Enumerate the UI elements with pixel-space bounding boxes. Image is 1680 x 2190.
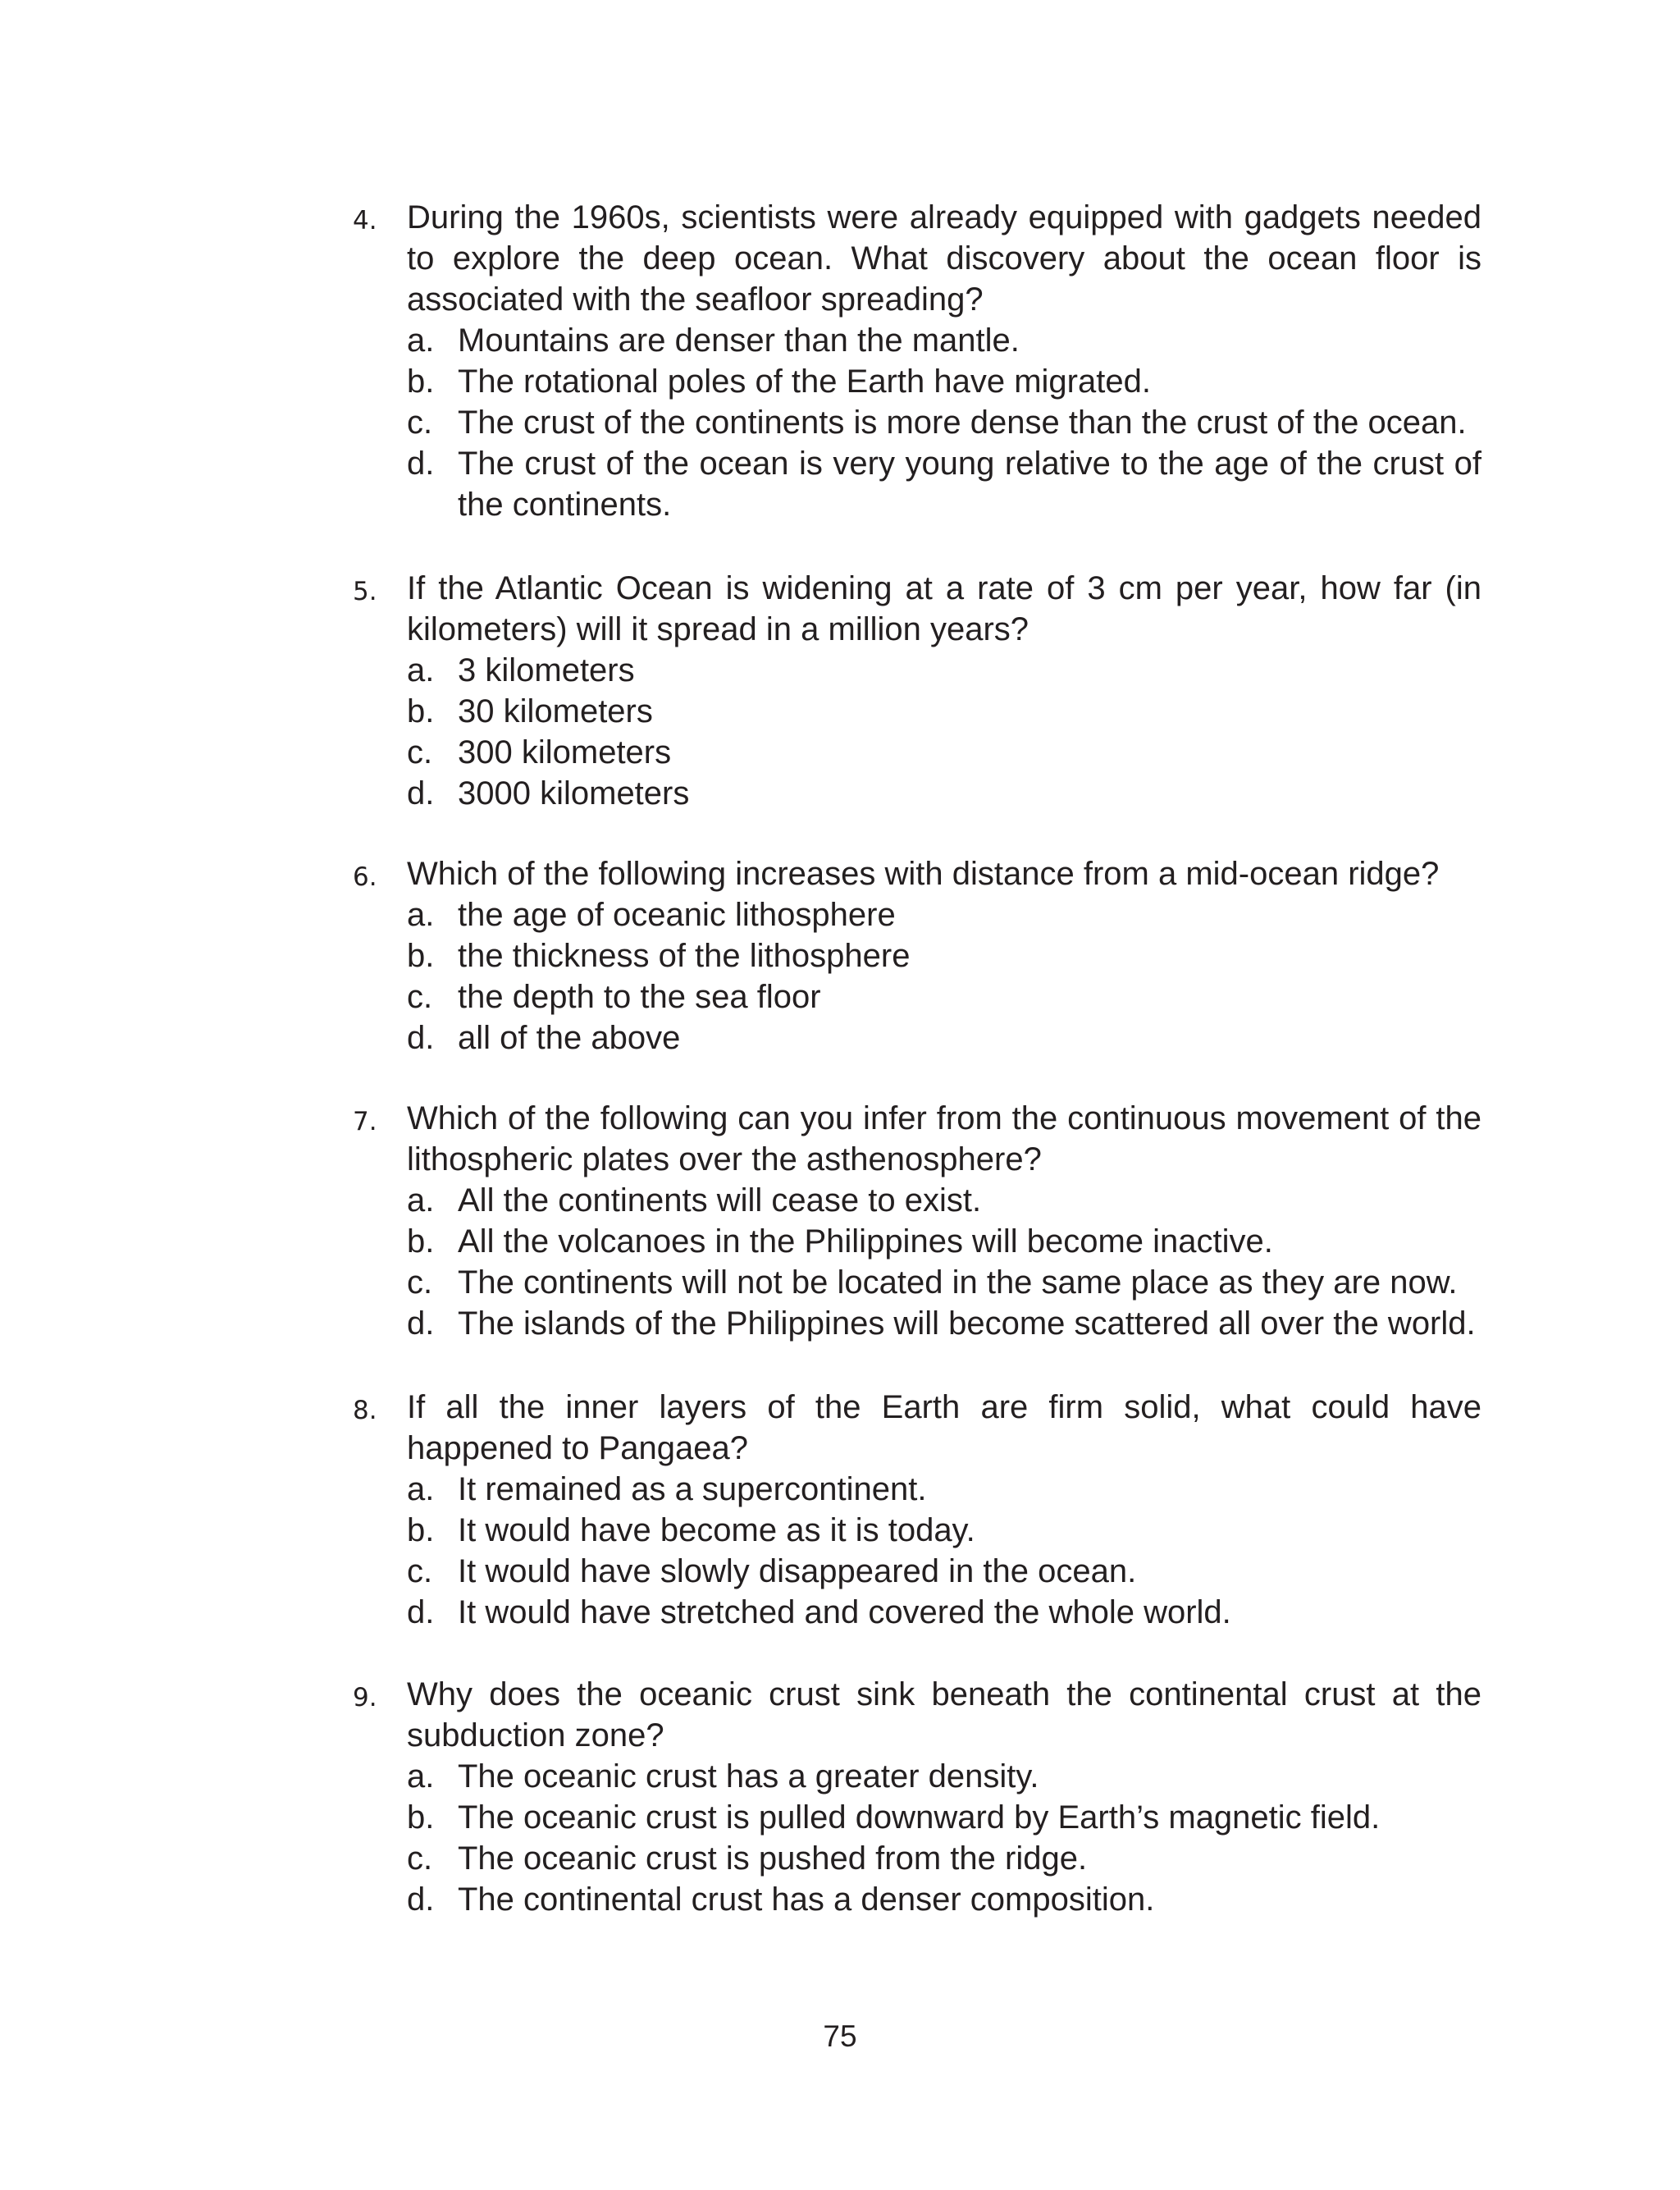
choice-text: The oceanic crust is pulled downward by Earth’s magnetic field. bbox=[458, 1799, 1381, 1836]
choice-letter: c. bbox=[407, 734, 433, 770]
question-text: During the 1960s, scientists were already equipped with gadgets needed to explore the deep ocean. What discovery about the ocean floor is associated with the seafloor spreading? bbox=[407, 199, 1481, 318]
choice-list bbox=[407, 1469, 1481, 1633]
page-number: 75 bbox=[823, 2019, 857, 2053]
choice-letter: d. bbox=[407, 1881, 435, 1918]
choice-item bbox=[407, 894, 1481, 935]
question-item bbox=[353, 1674, 1481, 1920]
choice-letter: a. bbox=[407, 897, 435, 933]
choice-text: The oceanic crust has a greater density. bbox=[458, 1758, 1039, 1795]
choice-letter: a. bbox=[407, 1758, 435, 1795]
question-text: If the Atlantic Ocean is widening at a rate of 3 cm per year, how far (in kilometers) will it spread in a million years? bbox=[407, 570, 1481, 647]
choice-letter: a. bbox=[407, 652, 435, 688]
choice-text: all of the above bbox=[458, 1020, 681, 1056]
choice-item bbox=[407, 443, 1481, 525]
choice-item bbox=[407, 402, 1481, 443]
choice-item bbox=[407, 1797, 1481, 1838]
choice-text: The crust of the continents is more dense than the crust of the ocean. bbox=[458, 405, 1467, 441]
choice-letter: c. bbox=[407, 979, 433, 1015]
choice-text: The islands of the Philippines will become scattered all over the world. bbox=[458, 1305, 1476, 1342]
question-item bbox=[353, 1387, 1481, 1633]
choice-text: the thickness of the lithosphere bbox=[458, 938, 911, 974]
choice-item bbox=[407, 1551, 1481, 1592]
choice-text: It would have slowly disappeared in the ocean. bbox=[458, 1553, 1137, 1589]
choice-letter: b. bbox=[407, 938, 435, 974]
question-item bbox=[353, 568, 1481, 814]
choice-letter: b. bbox=[407, 363, 435, 400]
question-text: Which of the following can you infer from the continuous movement of the lithospheric plates over the asthenosphere? bbox=[407, 1100, 1481, 1177]
choice-text: The crust of the ocean is very young relative to the age of the crust of the continents. bbox=[458, 446, 1481, 523]
question-text: Why does the oceanic crust sink beneath the continental crust at the subduction zone? bbox=[407, 1676, 1481, 1753]
question-text: Which of the following increases with distance from a mid-ocean ridge? bbox=[407, 856, 1440, 892]
question-number: 9. bbox=[353, 1683, 377, 1712]
choice-list bbox=[407, 1756, 1481, 1920]
choice-item bbox=[407, 976, 1481, 1017]
choice-item bbox=[407, 320, 1481, 361]
choice-list bbox=[407, 650, 1481, 814]
choice-item bbox=[407, 1221, 1481, 1262]
choice-item bbox=[407, 773, 1481, 814]
choice-item bbox=[407, 1303, 1481, 1344]
choice-letter: d. bbox=[407, 1594, 435, 1630]
choice-list bbox=[407, 894, 1481, 1058]
choice-item bbox=[407, 1838, 1481, 1879]
choice-text: the age of oceanic lithosphere bbox=[458, 897, 896, 933]
choice-text: The continental crust has a denser composition. bbox=[458, 1881, 1155, 1918]
choice-text: 30 kilometers bbox=[458, 693, 653, 729]
choice-letter: d. bbox=[407, 775, 435, 812]
choice-item bbox=[407, 935, 1481, 976]
choice-letter: c. bbox=[407, 1553, 433, 1589]
choice-letter: d. bbox=[407, 446, 435, 482]
choice-text: 3000 kilometers bbox=[458, 775, 690, 812]
choice-item bbox=[407, 1469, 1481, 1510]
choice-item bbox=[407, 1592, 1481, 1633]
choice-text: All the continents will cease to exist. bbox=[458, 1182, 982, 1218]
question-number: 8. bbox=[353, 1396, 377, 1425]
choice-letter: a. bbox=[407, 1471, 435, 1507]
choice-item bbox=[407, 1262, 1481, 1303]
choice-text: The oceanic crust is pushed from the ridge. bbox=[458, 1840, 1088, 1877]
choice-list bbox=[407, 1180, 1481, 1344]
choice-letter: c. bbox=[407, 1264, 433, 1301]
choice-text: All the volcanoes in the Philippines will become inactive. bbox=[458, 1223, 1273, 1260]
choice-letter: a. bbox=[407, 322, 435, 359]
choice-letter: a. bbox=[407, 1182, 435, 1218]
choice-letter: b. bbox=[407, 1799, 435, 1836]
question-list bbox=[353, 197, 1481, 1920]
choice-text: Mountains are denser than the mantle. bbox=[458, 322, 1020, 359]
question-item bbox=[353, 853, 1481, 1058]
question-item bbox=[353, 1098, 1481, 1344]
question-text: If all the inner layers of the Earth are firm solid, what could have happened to Pangaea? bbox=[407, 1389, 1481, 1466]
choice-item bbox=[407, 732, 1481, 773]
choice-letter: b. bbox=[407, 1223, 435, 1260]
choice-list bbox=[407, 320, 1481, 525]
choice-letter: c. bbox=[407, 405, 433, 441]
choice-text: The continents will not be located in the same place as they are now. bbox=[458, 1264, 1458, 1301]
question-number: 5. bbox=[353, 577, 377, 606]
choice-item bbox=[407, 1017, 1481, 1058]
choice-letter: b. bbox=[407, 693, 435, 729]
choice-letter: b. bbox=[407, 1512, 435, 1548]
choice-text: The rotational poles of the Earth have migrated. bbox=[458, 363, 1151, 400]
choice-item bbox=[407, 650, 1481, 691]
choice-text: It remained as a supercontinent. bbox=[458, 1471, 927, 1507]
choice-item bbox=[407, 691, 1481, 732]
question-number: 6. bbox=[353, 862, 377, 892]
choice-text: the depth to the sea floor bbox=[458, 979, 821, 1015]
choice-text: 300 kilometers bbox=[458, 734, 672, 770]
choice-text: 3 kilometers bbox=[458, 652, 635, 688]
question-number: 7. bbox=[353, 1107, 377, 1136]
choice-item bbox=[407, 1756, 1481, 1797]
choice-letter: d. bbox=[407, 1020, 435, 1056]
choice-item bbox=[407, 1879, 1481, 1920]
choice-text: It would have stretched and covered the whole world. bbox=[458, 1594, 1231, 1630]
choice-item bbox=[407, 361, 1481, 402]
choice-letter: d. bbox=[407, 1305, 435, 1342]
choice-item bbox=[407, 1510, 1481, 1551]
choice-item bbox=[407, 1180, 1481, 1221]
choice-letter: c. bbox=[407, 1840, 433, 1877]
choice-text: It would have become as it is today. bbox=[458, 1512, 975, 1548]
question-item bbox=[353, 197, 1481, 525]
question-number: 4. bbox=[353, 206, 377, 235]
